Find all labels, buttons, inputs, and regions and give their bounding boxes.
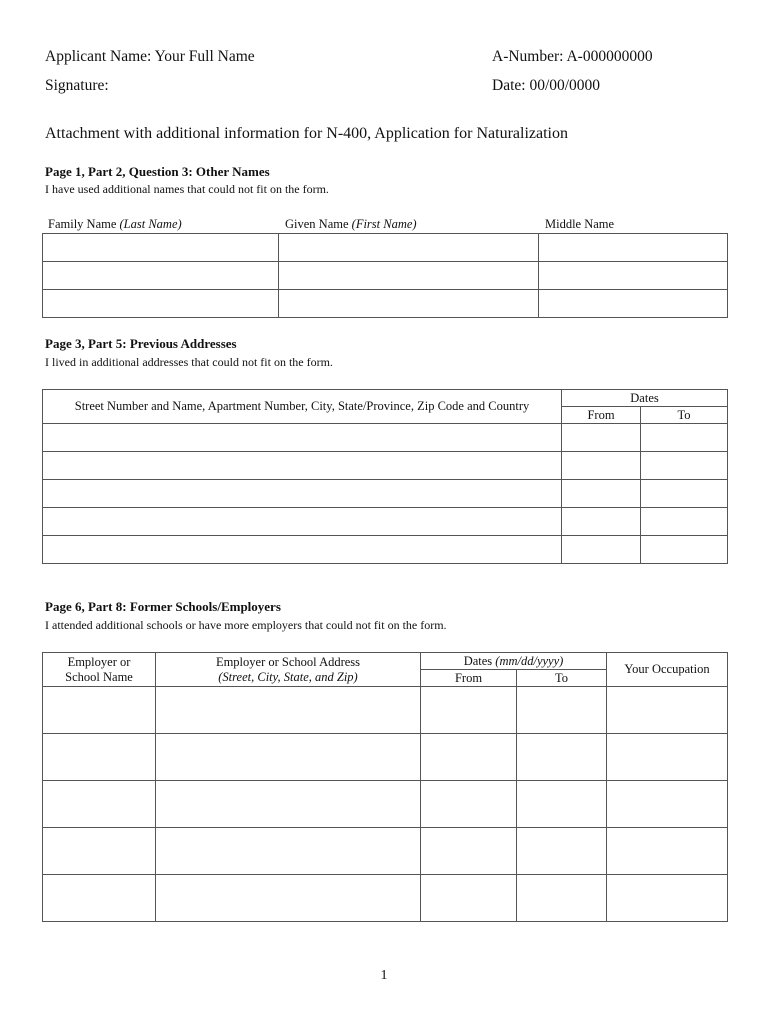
address-cell[interactable] (43, 424, 562, 452)
to-cell[interactable] (517, 734, 607, 781)
col-to: To (517, 670, 607, 687)
table-row (43, 828, 728, 875)
to-cell[interactable] (517, 828, 607, 875)
col-dates: Dates (562, 390, 728, 407)
table-row (43, 781, 728, 828)
addresses-description: I lived in additional addresses that could not fit on the form. (45, 355, 333, 369)
col-family-name: Family Name (Last Name) (48, 217, 182, 231)
from-cell[interactable] (562, 508, 641, 536)
col-occupation: Your Occupation (607, 653, 728, 687)
address-cell[interactable] (156, 734, 421, 781)
family-name-cell[interactable] (43, 290, 279, 318)
a-number: A-Number: A-000000000 (492, 48, 653, 65)
date-label: Date: 00/00/0000 (492, 77, 601, 94)
to-cell[interactable] (641, 508, 728, 536)
attachment-title: Attachment with additional information for N-400, Application for Naturalization (45, 125, 568, 142)
to-cell[interactable] (641, 480, 728, 508)
schools-title: Page 6, Part 8: Former Schools/Employers (45, 599, 281, 614)
address-cell[interactable] (156, 875, 421, 922)
other-names-title: Page 1, Part 2, Question 3: Other Names (45, 164, 270, 179)
employer-cell[interactable] (43, 875, 156, 922)
address-cell[interactable] (156, 828, 421, 875)
col-dates: Dates (mm/dd/yyyy) (421, 653, 607, 670)
address-cell[interactable] (43, 536, 562, 564)
signature-label: Signature: (45, 77, 109, 94)
from-cell[interactable] (421, 828, 517, 875)
addresses-title: Page 3, Part 5: Previous Addresses (45, 336, 237, 351)
table-row (43, 290, 728, 318)
employer-cell[interactable] (43, 781, 156, 828)
from-cell[interactable] (421, 734, 517, 781)
applicant-name: Applicant Name: Your Full Name (45, 48, 255, 65)
from-cell[interactable] (421, 875, 517, 922)
col-given-name: Given Name (First Name) (285, 217, 417, 231)
table-row (43, 480, 728, 508)
from-cell[interactable] (421, 687, 517, 734)
addresses-table (42, 389, 728, 564)
employer-cell[interactable] (43, 734, 156, 781)
other-names-table (42, 233, 728, 318)
table-row (43, 262, 728, 290)
middle-name-cell[interactable] (539, 290, 728, 318)
address-cell[interactable] (43, 480, 562, 508)
table-header-row (43, 390, 728, 407)
address-cell[interactable] (43, 508, 562, 536)
from-cell[interactable] (562, 424, 641, 452)
address-cell[interactable] (43, 452, 562, 480)
middle-name-cell[interactable] (539, 262, 728, 290)
page-number: 1 (380, 968, 388, 983)
occupation-cell[interactable] (607, 687, 728, 734)
col-employer-address: Employer or School Address (Street, City, State, and Zip) (156, 653, 421, 687)
to-cell[interactable] (641, 536, 728, 564)
occupation-cell[interactable] (607, 734, 728, 781)
address-cell[interactable] (156, 687, 421, 734)
table-row (43, 875, 728, 922)
table-row (43, 734, 728, 781)
to-cell[interactable] (517, 875, 607, 922)
other-names-description: I have used additional names that could not fit on the form. (45, 182, 329, 196)
table-row (43, 452, 728, 480)
occupation-cell[interactable] (607, 828, 728, 875)
col-to: To (641, 407, 728, 424)
col-from: From (562, 407, 641, 424)
to-cell[interactable] (641, 452, 728, 480)
col-street-address: Street Number and Name, Apartment Number, City, State/Province, Zip Code and Country (43, 390, 562, 424)
occupation-cell[interactable] (607, 875, 728, 922)
col-middle-name: Middle Name (545, 217, 615, 231)
employer-cell[interactable] (43, 687, 156, 734)
table-row (43, 687, 728, 734)
to-cell[interactable] (517, 687, 607, 734)
given-name-cell[interactable] (279, 290, 539, 318)
table-row (43, 234, 728, 262)
table-row (43, 424, 728, 452)
table-row (43, 508, 728, 536)
table-header-row (43, 653, 728, 670)
col-from: From (421, 670, 517, 687)
schools-description: I attended additional schools or have more employers that could not fit on the form. (45, 618, 447, 632)
address-cell[interactable] (156, 781, 421, 828)
from-cell[interactable] (562, 536, 641, 564)
table-row (43, 536, 728, 564)
from-cell[interactable] (562, 452, 641, 480)
family-name-cell[interactable] (43, 234, 279, 262)
schools-table (42, 652, 728, 922)
occupation-cell[interactable] (607, 781, 728, 828)
employer-cell[interactable] (43, 828, 156, 875)
from-cell[interactable] (562, 480, 641, 508)
to-cell[interactable] (641, 424, 728, 452)
middle-name-cell[interactable] (539, 234, 728, 262)
col-employer-name: Employer or School Name (43, 653, 156, 687)
given-name-cell[interactable] (279, 262, 539, 290)
family-name-cell[interactable] (43, 262, 279, 290)
from-cell[interactable] (421, 781, 517, 828)
to-cell[interactable] (517, 781, 607, 828)
given-name-cell[interactable] (279, 234, 539, 262)
